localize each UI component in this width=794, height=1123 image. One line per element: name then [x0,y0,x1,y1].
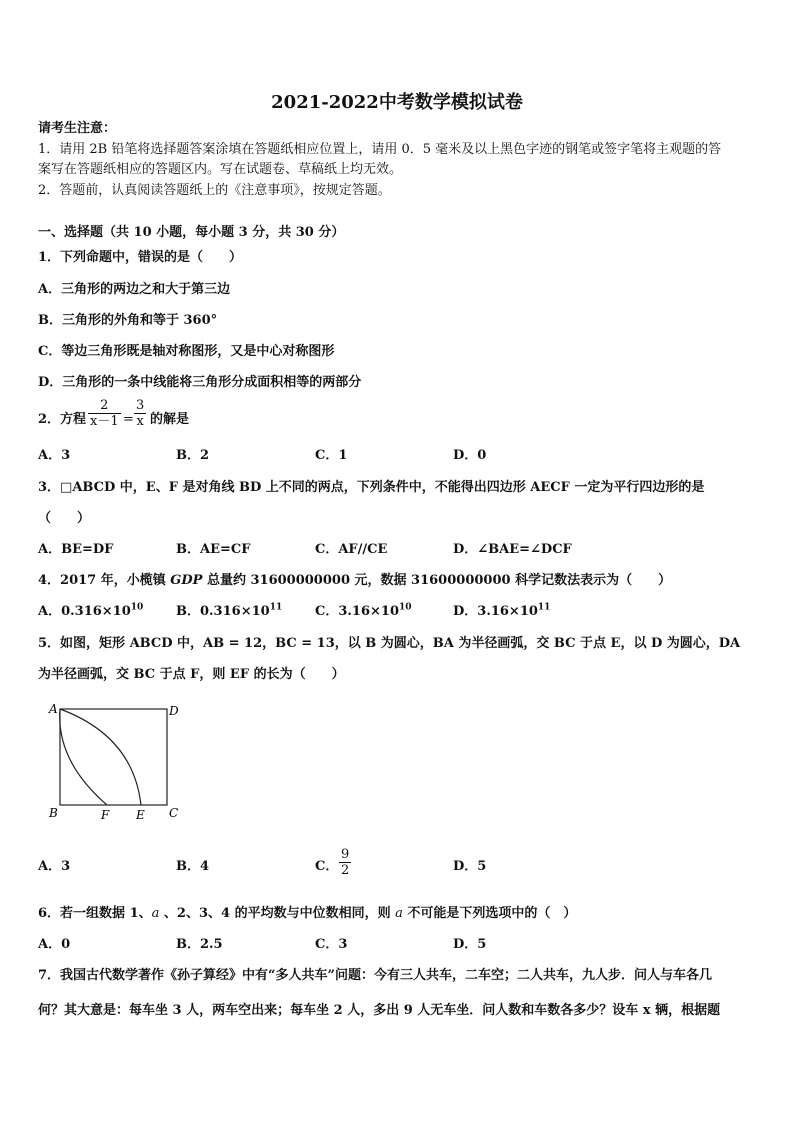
q2-fraction-1-denominator: x－1 [90,414,119,429]
q5-option-c-prefix: C． [315,859,339,874]
q2-option-b: B．2 [176,448,210,463]
q1-option-c: C．等边三角形既是轴对称图形，又是中心对称图形 [38,344,335,359]
q6-variable-a-2: a [395,906,403,921]
q3-stem: 3．□ABCD 中，E、F 是对角线 BD 上不同的两点，下列条件中，不能得出四边形 AECF 一定为平行四边形的是 [38,480,705,495]
q4-option-a-exponent: 10 [130,602,144,613]
q4-option-b-exponent: 11 [269,602,283,613]
q6-stem-part-2: 、2、3、4 的平均数与中位数相同，则 [159,906,396,921]
q6-option-c: C．3 [315,937,348,952]
q3-stem-paren: （ ） [38,511,91,526]
notice-line-2: 案写在答题纸相应的答题区内。写在试题卷、草稿纸上均无效。 [38,162,403,177]
q3-option-b: B．AE=CF [176,542,251,557]
q5-stem-line-2: 为半径画弧，交 BC 于点 F，则 EF 的长为（ ） [38,667,345,682]
section-heading: 一、选择题（共 10 小题，每小题 3 分，共 30 分） [38,225,345,240]
q4-option-c-exponent: 10 [399,602,412,613]
q4-option-d [453,604,550,620]
q6-stem-part-1: 6．若一组数据 1、 [38,906,152,921]
q2-fraction-2 [134,398,146,429]
q4-option-d-exponent: 11 [537,602,551,613]
q7-stem-line-2: 何？其大意是：每车坐 3 人，两车空出来；每车坐 2 人，多出 9 人无车坐．问人数和车数各多少？设车 x 辆，根据题 [38,1003,721,1018]
q4-stem-part-2: 总量约 31600000000 元，数据 31600000000 科学记数法表示为（ ） [202,573,672,588]
q4-option-d-base: D．3.16×10 [453,604,538,619]
q2-fraction-1-numerator: 2 [100,398,109,413]
q5-option-d: D．5 [453,859,487,874]
label-d: D [169,704,179,718]
q2-prefix: 2．方程 [38,412,87,427]
q6-option-a: A．0 [38,937,71,952]
label-c: C [169,806,179,820]
q2-fraction-2-numerator: 3 [136,398,145,413]
q2-option-d: D．0 [453,448,487,463]
label-b: B [49,806,58,820]
q5-option-b: B．4 [176,859,210,874]
q5-option-a: A．3 [38,859,71,874]
q4-option-c [315,604,412,620]
q2-option-a: A．3 [38,448,71,463]
label-f: F [101,808,110,822]
q4-stem-part-1: 4．2017 年，小榄镇 [38,573,171,588]
q4-option-a [38,604,143,620]
label-a: A [49,702,58,716]
q5-option-c-denominator: 2 [341,863,350,878]
q6-stem-part-3: 不可能是下列选项中的（ ） [402,906,577,921]
q2-fraction-2-denominator: x [134,413,146,429]
q5-option-c-numerator: 9 [341,847,350,862]
q1-option-a: A．三角形的两边之和大于第三边 [38,282,231,297]
q3-option-a: A．BE=DF [38,542,114,557]
arc-b-center [60,709,141,805]
q4-option-a-base: A．0.316×10 [38,604,131,619]
q4-stem [38,573,671,589]
q2-suffix: 的解是 [150,412,190,427]
q6-variable-a: a [151,906,160,921]
q2-option-c: C．1 [315,448,348,463]
q4-option-c-base: C．3.16×10 [315,604,399,619]
rectangle-abcd [60,709,167,805]
notice-line-3: 2．答题前，认真阅读答题纸上的《注意事项》，按规定答题。 [38,183,391,198]
q6-stem [38,906,576,922]
q4-option-b-base: B．0.316×10 [176,604,270,619]
q1-stem: 1．下列命题中，错误的是（ ） [38,250,243,265]
q5-option-c-fraction [339,847,351,878]
q4-gdp: GDP [170,573,203,588]
q2-fraction-1 [88,398,121,429]
q3-option-d: D．∠BAE=∠DCF [453,542,572,557]
notice-line-1: 1．请用 2B 铅笔将选择题答案涂填在答题纸相应位置上，请用 0．5 毫米及以上黑色字迹的钢笔或签字笔将主观题的答 [38,142,722,157]
page-title: 2021-2022中考数学模拟试卷 [271,92,523,113]
q6-option-d: D．5 [453,937,487,952]
q7-stem-line-1: 7．我国古代数学著作《孙子算经》中有“多人共车”问题：今有三人共车，二车空；二人共车，九人步．问人与车各几 [38,968,713,983]
q4-option-b [176,604,282,620]
q6-option-b: B．2.5 [176,937,223,952]
notice-heading: 请考生注意： [38,121,117,136]
q1-option-b: B．三角形的外角和等于 360° [38,313,218,328]
q3-option-c: C．AF//CE [315,542,388,557]
arc-d-center [60,709,107,805]
q5-stem-line-1: 5．如图，矩形 ABCD 中，AB = 12，BC = 13，以 B 为圆心，BA 为半径画弧，交 BC 于点 E，以 D 为圆心，DA [38,636,741,651]
label-e: E [136,808,145,822]
q5-figure [40,696,190,826]
q2-equals: = [123,412,134,427]
q1-option-d: D．三角形的一条中线能将三角形分成面积相等的两部分 [38,375,362,390]
